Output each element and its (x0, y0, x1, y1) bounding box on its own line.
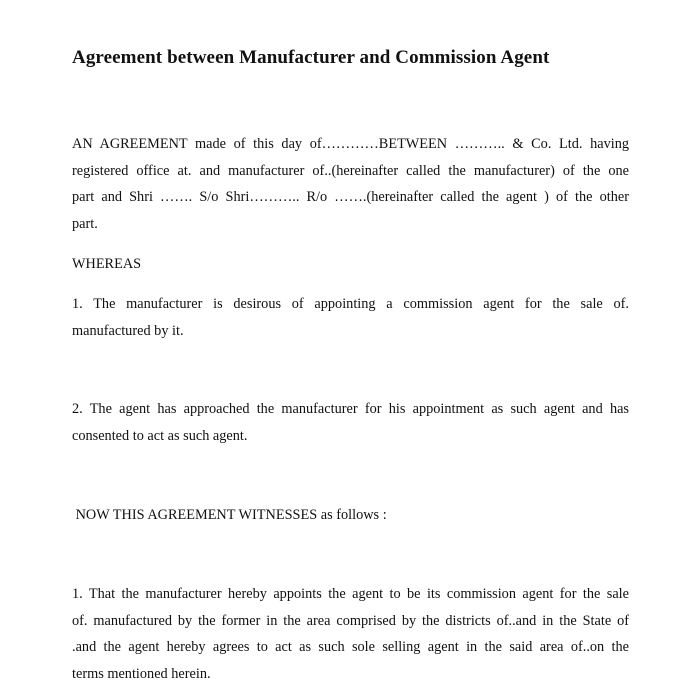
clause-line: manufactured by it. (72, 322, 184, 339)
intro-line: part. (72, 215, 98, 232)
clause-line: 1. The manufacturer is desirous of appointing a commission agent for the sale of. (72, 296, 629, 312)
term-line: terms mentioned herein. (72, 665, 211, 682)
intro-line: registered office at. and manufacturer of..(hereinafter called the manufacturer) of the one (72, 162, 629, 179)
intro-line: part and Shri ……. S/o Shri……….. R/o …….(hereinafter called the agent ) of the other (72, 189, 629, 206)
intro-line: AN AGREEMENT made of this day of…………BETWEEN ……….. & Co. Ltd. having (72, 136, 629, 152)
document-title: Agreement between Manufacturer and Commission Agent (72, 47, 550, 68)
term-1 (72, 581, 629, 687)
clause-line: 2. The agent has approached the manufacturer for his appointment as such agent and has (72, 401, 629, 417)
term-line: .and the agent hereby agrees to act as such sole selling agent in the said area of..on the (72, 639, 629, 656)
clause-line: consented to act as such agent. (72, 427, 248, 444)
term-line: 1. That the manufacturer hereby appoints the agent to be its commission agent for the sale (72, 586, 629, 602)
witnesses-heading: NOW THIS AGREEMENT WITNESSES as follows : (72, 507, 387, 523)
term-line: of. manufactured by the former in the area comprised by the districts of..and in the State of (72, 612, 629, 629)
whereas-clause-1 (72, 291, 629, 344)
whereas-heading: WHEREAS (72, 256, 142, 272)
intro-paragraph (72, 131, 629, 237)
whereas-clause-2 (72, 396, 629, 449)
